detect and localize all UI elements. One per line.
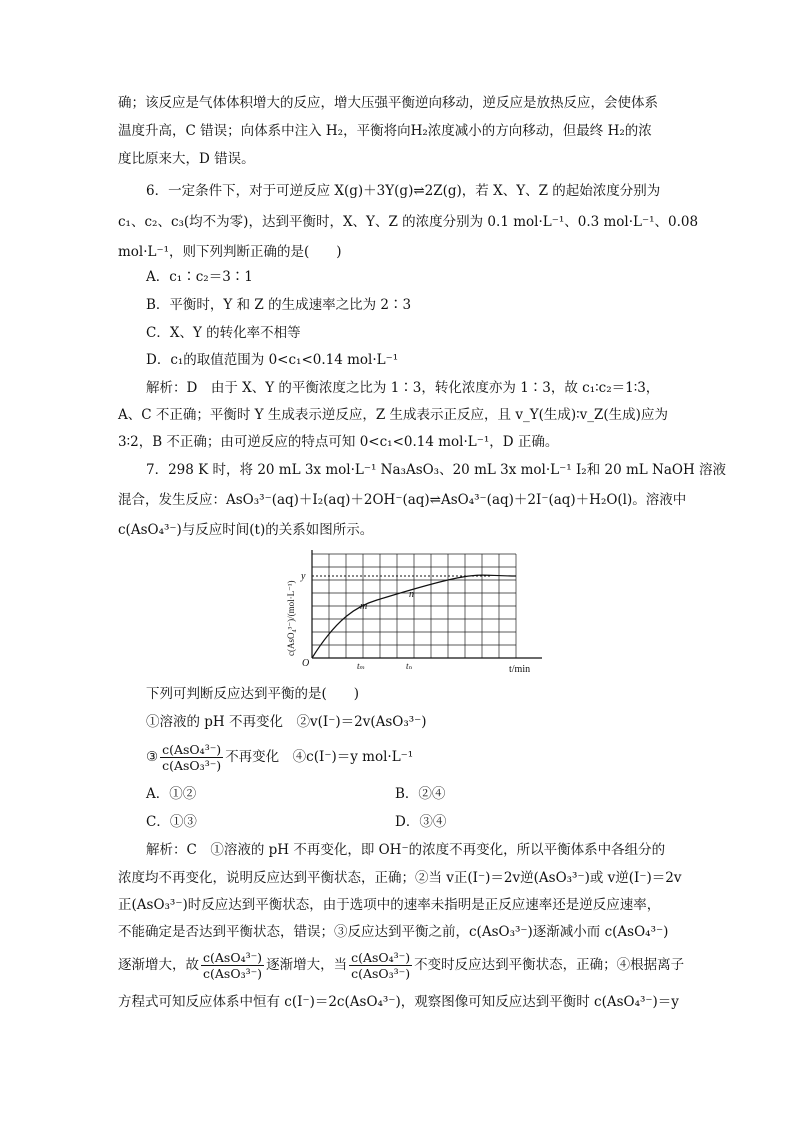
- q7-question: 下列可判断反应达到平衡的是( ): [146, 686, 360, 702]
- x-axis-label: t/min: [509, 664, 531, 675]
- prev-answer-line-2: 温度升高，C 错误；向体系中注入 H₂，平衡将向H₂浓度减小的方向移动，但最终 H₂的浓: [118, 123, 652, 139]
- origin-label: O: [302, 658, 310, 669]
- q7-items-3-4: [146, 740, 413, 774]
- q7-option-b: B．②④: [395, 786, 446, 802]
- q7-option-c: C．①③: [146, 814, 197, 830]
- y-tick-label: y: [301, 571, 306, 582]
- q7-answer-line-2: 浓度均不再变化，说明反应达到平衡状态，正确；②当 v正(I⁻)＝2v逆(AsO₃³⁻)或 v逆(I⁻)＝2v: [118, 870, 682, 886]
- q7-stem-line-2: 混合，发生反应：AsO₃³⁻(aq)＋I₂(aq)＋2OH⁻(aq)⇌AsO₄³⁻(aq)＋2I⁻(aq)＋H₂O(l)。溶液中: [118, 492, 687, 508]
- q7-answer-line-6: 方程式可知反应体系中恒有 c(I⁻)＝2c(AsO₄³⁻)，观察图像可知反应达到平衡时 c(AsO₄³⁻)＝y: [118, 994, 679, 1010]
- q7-option-d: D．③④: [395, 814, 447, 830]
- q7-stem-line-3: c(AsO₄³⁻)与反应时间(t)的关系如图所示。: [118, 522, 374, 538]
- q7-answer-line-3: 正(AsO₃³⁻)时反应达到平衡状态，由于选项中的速率未指明是正反应速率还是逆反应速率，: [118, 897, 661, 913]
- x-tick-label-tm: tₘ: [357, 661, 366, 671]
- item3-suffix: 不再变化 ④c(I⁻)＝y mol·L⁻¹: [225, 749, 414, 765]
- item3-prefix: ③: [146, 749, 159, 765]
- q6-answer-line-3: 3∶2，B 不正确；由可逆反应的特点可知 0<c₁<0.14 mol·L⁻¹，D 正确。: [118, 434, 559, 450]
- line5-fraction-2: [349, 950, 412, 981]
- prev-answer-line-1: 确；该反应是气体体积增大的反应，增大压强平衡逆向移动，逆反应是放热反应，会使体系: [118, 95, 658, 111]
- item3-fraction: [160, 742, 223, 773]
- q7-items-1-2: ①溶液的 pH 不再变化 ②v(I⁻)＝2v(AsO₃³⁻): [146, 714, 427, 730]
- chart-grid: [312, 554, 516, 658]
- fraction-2-numerator: c(AsO₄³⁻): [351, 950, 411, 965]
- q6-stem-line-2: c₁、c₂、c₃(均不为零)，达到平衡时，X、Y、Z 的浓度分别为 0.1 mol·L⁻¹、0.3 mol·L⁻¹、0.08: [118, 214, 699, 230]
- prev-answer-line-3: 度比原来大，D 错误。: [118, 151, 255, 167]
- item3-denominator: c(AsO₃³⁻): [162, 758, 222, 773]
- q7-option-a: A．①②: [146, 786, 197, 802]
- line5-part-b: 逐渐增大，当: [266, 957, 348, 973]
- chart-axes: [312, 550, 542, 658]
- fraction-1-numerator: c(AsO₄³⁻): [203, 950, 263, 965]
- x-tick-label-tn: tₙ: [406, 661, 413, 671]
- line5-part-a: 逐渐增大，故: [118, 957, 199, 973]
- q7-answer-line-4: 不能确定是否达到平衡状态，错误；③反应达到平衡之前，c(AsO₃³⁻)逐渐减小而 c(AsO₄³⁻): [118, 924, 669, 940]
- line5-fraction-1: [201, 950, 264, 981]
- q6-answer-line-2: A、C 不正确；平衡时 Y 生成表示逆反应，Z 生成表示正反应，且 v_Y(生成)∶v_Z(生成)应为: [118, 407, 668, 423]
- q7-answer-line-1: 解析：C ①溶液的 pH 不再变化，即 OH⁻的浓度不再变化，所以平衡体系中各组分的: [146, 842, 666, 858]
- q6-option-c: C．X、Y 的转化率不相等: [146, 325, 301, 341]
- q6-answer-line-1: 解析：D 由于 X、Y 的平衡浓度之比为 1∶3，转化浓度亦为 1∶3，故 c₁∶c₂＝1∶3，: [146, 380, 660, 396]
- q7-answer-line-5: [118, 948, 684, 982]
- fraction-2-denominator: c(AsO₃³⁻): [351, 966, 411, 981]
- point-label-n: n: [409, 589, 414, 600]
- q6-stem-line-1: 6．一定条件下，对于可逆反应 X(g)＋3Y(g)⇌2Z(g)，若 X、Y、Z 的起始浓度分别为: [146, 183, 661, 199]
- y-axis-label: c(AsO₄³⁻)/(mol·L⁻¹): [286, 580, 296, 656]
- item3-numerator: c(AsO₄³⁻): [162, 742, 222, 757]
- concentration-time-chart: [282, 548, 552, 676]
- point-label-m: m: [360, 601, 368, 612]
- q6-option-d: D．c₁的取值范围为 0<c₁<0.14 mol·L⁻¹: [146, 352, 399, 368]
- q6-stem-line-3: mol·L⁻¹，则下列判断正确的是( ): [118, 244, 342, 260]
- q6-option-b: B．平衡时，Y 和 Z 的生成速率之比为 2∶3: [146, 297, 412, 313]
- q6-option-a: A．c₁∶c₂＝3∶1: [146, 269, 253, 285]
- q7-stem-line-1: 7．298 K 时，将 20 mL 3x mol·L⁻¹ Na₃AsO₃、20 mL 3x mol·L⁻¹ I₂和 20 mL NaOH 溶液: [146, 462, 727, 478]
- line5-part-c: 不变时反应达到平衡状态，正确；④根据离子: [414, 957, 685, 973]
- fraction-1-denominator: c(AsO₃³⁻): [203, 966, 263, 981]
